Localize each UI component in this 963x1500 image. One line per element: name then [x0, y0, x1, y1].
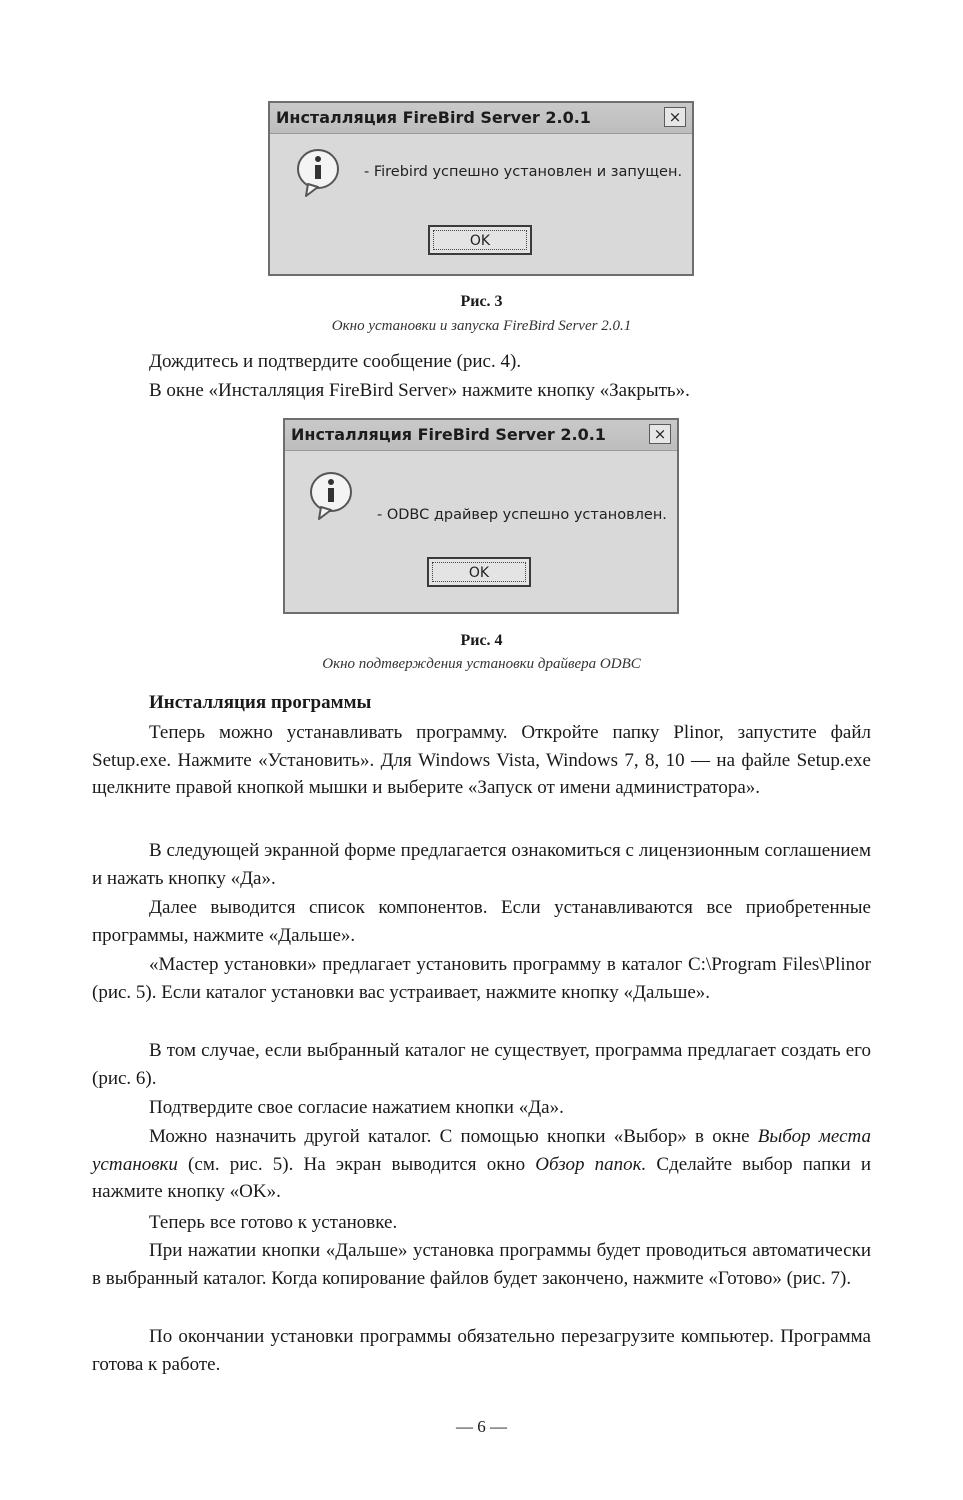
dialog-message: - ODBC драйвер успешно установлен.: [377, 507, 667, 523]
paragraph-other-dir: [92, 1123, 871, 1206]
ok-button[interactable]: [427, 557, 531, 587]
close-button[interactable]: ×: [649, 424, 671, 444]
figure-4-caption: Окно подтверждения установки драйвера ODBC: [322, 656, 641, 672]
dialog-message: - Firebird успешно установлен и запущен.: [364, 164, 683, 180]
page-number: — 6 —: [456, 1417, 507, 1436]
text: Можно назначить другой каталог. С помощью кнопки «Выбор» в окне: [149, 1126, 758, 1147]
paragraph-confirm-yes: Подтвердите свое согласие нажатием кнопки «Да».: [149, 1097, 564, 1118]
text: (см. рис. 5). На экран выводится окно: [177, 1153, 536, 1175]
dialog-firebird-installed: [268, 101, 694, 276]
dialog-title: Инсталляция FireBird Server 2.0.1: [276, 108, 591, 127]
ok-button[interactable]: [428, 225, 532, 255]
paragraph-reboot: По окончании установки программы обязательно перезагрузите компьютер. Программа готова к работе.: [92, 1326, 871, 1375]
paragraph-close-window: В окне «Инсталляция FireBird Server» нажмите кнопку «Закрыть».: [149, 380, 690, 401]
dialog-titlebar: [285, 420, 677, 451]
info-icon: [294, 147, 342, 199]
emphasis-browse-folders: Обзор папок.: [535, 1153, 647, 1175]
ok-button-label: OK: [432, 562, 526, 582]
figure-4-number: Рис. 4: [460, 632, 503, 649]
paragraph-create-dir: В том случае, если выбранный каталог не существует, программа предлагает создать его (рис. 6).: [92, 1040, 871, 1089]
close-button[interactable]: ×: [664, 107, 686, 127]
paragraph-license: В следующей экранной форме предлагается ознакомиться с лицензионным соглашением и нажать кнопку «Да».: [92, 840, 871, 889]
dialog-titlebar: [270, 103, 692, 134]
paragraph-wizard: «Мастер установки» предлагает установить программу в каталог C:\Program Files\Plinor (рис. 5). Если каталог установки вас устраивает, нажмите кнопку «Дальше».: [92, 954, 871, 1003]
figure-3-number: Рис. 3: [460, 293, 503, 310]
info-icon: [307, 470, 355, 522]
paragraph-confirm: Дождитесь и подтвердите сообщение (рис. 4).: [149, 351, 522, 372]
paragraph-components: Далее выводится список компонентов. Если устанавливаются все приобретенные программы, нажмите «Дальше».: [92, 897, 871, 946]
ok-button-label: OK: [433, 230, 527, 250]
paragraph-next: При нажатии кнопки «Дальше» установка программы будет проводиться автоматически в выбранный каталог. Когда копирование файлов будет закончено, нажмите «Готово» (рис. 7).: [92, 1240, 871, 1289]
text: Сделайте выбор папки и нажмите кнопку «OK».: [92, 1153, 871, 1203]
dialog-odbc-installed: [283, 418, 679, 614]
paragraph-setup: Теперь можно устанавливать программу. Откройте папку Plinor, запустите файл Setup.exe. Нажмите «Установить». Для Windows Vista, Windows 7, 8, 10 — на файле Setup.exe щелкните правой кнопкой мышки и выберите «Запуск от имени администратора».: [92, 722, 871, 799]
paragraph-ready: Теперь все готово к установке.: [149, 1212, 398, 1233]
section-heading: Инсталляция программы: [149, 692, 372, 713]
dialog-title: Инсталляция FireBird Server 2.0.1: [291, 425, 606, 444]
emphasis-choose-location: Выбор места установки: [92, 1126, 871, 1175]
figure-3-caption: Окно установки и запуска FireBird Server 2.0.1: [331, 318, 632, 334]
